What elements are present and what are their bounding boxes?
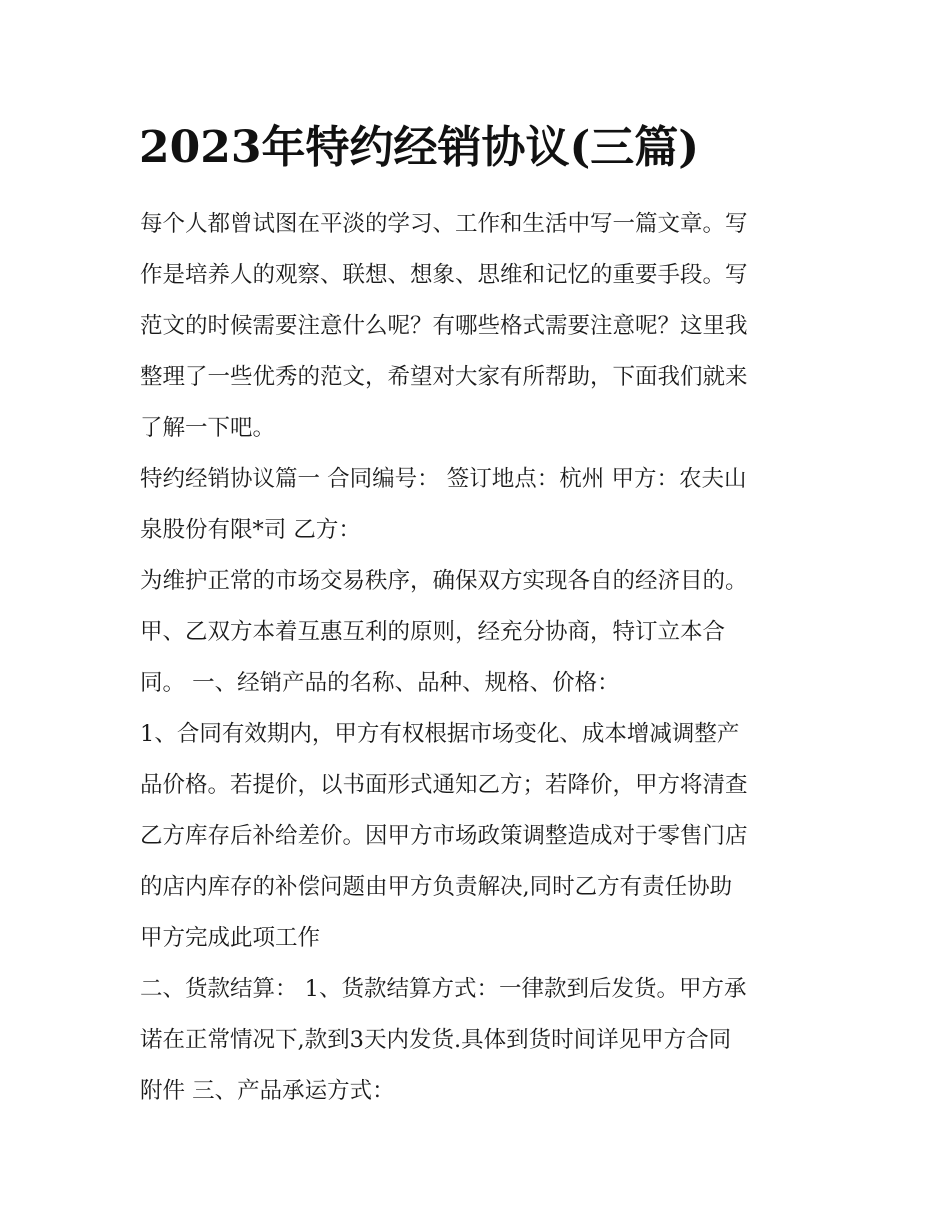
text-line: 为维护正常的市场交易秩序，确保双方实现各自的经济目的。	[140, 568, 748, 594]
text-line: 作是培养人的观察、联想、想象、思维和记忆的重要手段。写	[140, 262, 748, 288]
text-line: 整理了一些优秀的范文，希望对大家有所帮助，下面我们就来	[140, 364, 748, 390]
text-line: 了解一下吧。	[140, 415, 276, 441]
text-line: 附件 三、产品承运方式：	[140, 1078, 395, 1104]
text-line: 范文的时候需要注意什么呢？有哪些格式需要注意呢？这里我	[140, 313, 748, 339]
paragraph-payment	[140, 964, 830, 1117]
text-line: 的店内库存的补偿问题由甲方负责解决,同时乙方有责任协助	[140, 874, 733, 900]
text-line: 泉股份有限*司 乙方：	[140, 517, 361, 543]
text-line: 每个人都曾试图在平淡的学习、工作和生活中写一篇文章。写	[140, 211, 748, 237]
text-line: 甲、乙双方本着互惠互利的原则，经充分协商，特订立本合	[140, 619, 726, 645]
paragraph-purpose	[140, 556, 830, 709]
text-line: 同。 一、经销产品的名称、品种、规格、价格：	[140, 670, 620, 696]
paragraph-intro	[140, 199, 830, 454]
paragraph-contract-header	[140, 454, 830, 556]
document-body	[140, 199, 830, 1117]
text-line: 乙方库存后补给差价。因甲方市场政策调整造成对于零售门店	[140, 823, 748, 849]
text-line: 二、货款结算： 1、货款结算方式：一律款到后发货。甲方承	[140, 976, 747, 1002]
text-line: 甲方完成此项工作	[140, 925, 321, 951]
text-line: 特约经销协议篇一 合同编号： 签订地点：杭州 甲方：农夫山	[140, 466, 747, 492]
text-line: 1、合同有效期内，甲方有权根据市场变化、成本增减调整产	[140, 721, 740, 747]
paragraph-pricing	[140, 709, 830, 964]
text-line: 品价格。若提价，以书面形式通知乙方；若降价，甲方将清查	[140, 772, 748, 798]
text-line: 诺在正常情况下,款到3天内发货.具体到货时间详见甲方合同	[140, 1027, 732, 1053]
document-title: 2023年特约经销协议(三篇)	[139, 122, 700, 173]
